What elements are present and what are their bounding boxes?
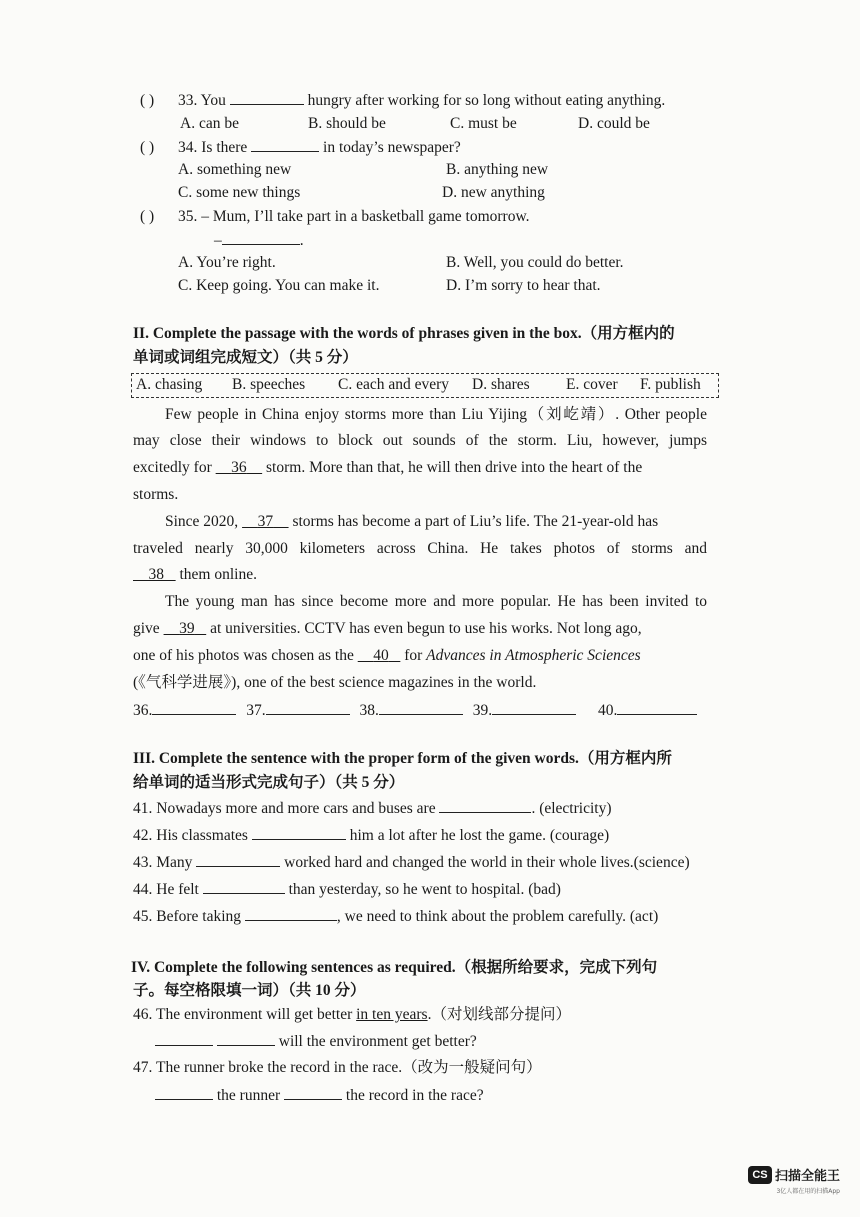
answer-blank[interactable] <box>284 1085 342 1100</box>
passage-line: storms. <box>133 486 179 503</box>
camscanner-logo-icon: CS <box>748 1166 772 1184</box>
passage-line: traveled nearly 30,000 kilometers across China. He takes photos of storms and <box>133 540 707 557</box>
passage-line: Few people in China enjoy storms more than Liu Yijing（刘屹靖）. Other people <box>165 406 707 423</box>
passage-line: (《气科学进展》), one of the best science magazines in the world. <box>133 674 537 691</box>
answer-bracket: ( ) <box>140 139 155 156</box>
word-option: A. chasing <box>136 376 203 393</box>
option-b: B. Well, you could do better. <box>446 254 624 271</box>
question-33: ( ) 33. You hungry after working for so long without eating anything. <box>140 92 666 109</box>
option-a: A. You’re right. <box>178 254 276 271</box>
option-d: D. could be <box>578 115 650 132</box>
word-option: C. each and every <box>338 376 450 393</box>
watermark-tagline: 3亿人都在用的扫描App <box>776 1188 840 1195</box>
question-47: 47. The runner broke the record in the race.（改为一般疑问句） <box>133 1059 542 1076</box>
option-d: D. I’m sorry to hear that. <box>446 277 601 294</box>
answer-blank[interactable] <box>251 137 319 152</box>
word-option: D. shares <box>472 376 530 393</box>
passage-line: excitedly for 36 storm. More than that, he will then drive into the heart of the <box>133 459 643 476</box>
answer-blank[interactable] <box>155 1031 213 1046</box>
answer-blank[interactable] <box>245 906 337 921</box>
answer-blank[interactable] <box>217 1031 275 1046</box>
question-41: 41. Nowadays more and more cars and buses are . (electricity) <box>133 800 612 817</box>
passage-line: The young man has since become more and more popular. He has been invited to <box>165 593 707 610</box>
section-3-heading: III. Complete the sentence with the proper form of the given words.（用方框内所 <box>133 750 672 767</box>
blank-36[interactable]: 36 <box>231 459 247 476</box>
answer-blank[interactable] <box>155 1085 213 1100</box>
question-45: 45. Before taking , we need to think about the problem carefully. (act) <box>133 908 659 925</box>
question-46: 46. The environment will get better in ten years.（对划线部分提问） <box>133 1006 571 1023</box>
word-option: F. publish <box>640 376 701 393</box>
reply-blank-line: – . <box>214 232 304 249</box>
passage-line: 38 them online. <box>133 565 257 585</box>
question-44: 44. He felt than yesterday, so he went to hospital. (bad) <box>133 881 561 898</box>
option-c: C. some new things <box>178 184 301 201</box>
answer-blank[interactable] <box>203 879 285 894</box>
question-35: ( ) 35. – Mum, I’ll take part in a basketball game tomorrow. <box>140 208 530 225</box>
scanner-watermark <box>748 1165 840 1195</box>
word-option: B. speeches <box>232 376 306 393</box>
passage-line: Since 2020, 37 storms has become a part of Liu’s life. The 21-year-old has <box>165 513 659 530</box>
option-a: A. can be <box>180 115 239 132</box>
option-d: D. new anything <box>442 184 545 201</box>
question-47-answer: the runner the record in the race? <box>155 1085 484 1106</box>
option-c: C. must be <box>450 115 517 132</box>
section-2-heading: II. Complete the passage with the words of phrases given in the box.（用方框内的 <box>133 325 675 342</box>
answer-bracket: ( ) <box>140 92 155 109</box>
question-42: 42. His classmates him a lot after he lost the game. (courage) <box>133 827 610 844</box>
answer-blank[interactable] <box>439 798 531 813</box>
answer-blank[interactable] <box>152 700 236 715</box>
blank-37[interactable]: 37 <box>257 513 274 530</box>
section-2-heading-cont: 单词或词组完成短文）（共 5 分） <box>133 349 358 366</box>
answer-blank[interactable] <box>230 90 304 105</box>
passage-line: one of his photos was chosen as the 40 for Advances in Atmospheric Sciences <box>133 647 641 664</box>
word-box <box>131 373 719 398</box>
question-43: 43. Many worked hard and changed the world in their whole lives.(science) <box>133 854 690 871</box>
option-a: A. something new <box>178 161 292 178</box>
answer-blank[interactable] <box>252 825 346 840</box>
passage-line: give 39 at universities. CCTV has even begun to use his works. Not long ago, <box>133 620 642 637</box>
blank-40[interactable]: 40 <box>373 647 389 664</box>
answer-blank[interactable] <box>617 700 697 715</box>
question-34: ( ) 34. Is there in today’s newspaper? <box>140 139 461 156</box>
watermark-brand: 扫描全能王 <box>774 1169 840 1184</box>
answer-blank[interactable] <box>266 700 350 715</box>
option-b: B. should be <box>308 115 386 132</box>
answer-bracket: ( ) <box>140 208 155 225</box>
answer-blank[interactable] <box>379 700 463 715</box>
option-b: B. anything new <box>446 161 549 178</box>
answer-blank[interactable] <box>492 700 576 715</box>
passage-line: may close their windows to block out sounds of the storm. Liu, however, jumps <box>133 432 707 449</box>
question-46-answer: will the environment get better? <box>155 1031 477 1052</box>
answer-blank[interactable] <box>196 852 280 867</box>
section-4-heading-cont: 子。每空格限填一词）（共 10 分） <box>133 982 366 999</box>
answer-row: 36. 37. 38. 39. 40. <box>133 700 697 721</box>
blank-38[interactable]: 38 <box>148 566 164 583</box>
section-3-heading-cont: 给单词的适当形式完成句子）（共 5 分） <box>133 774 405 791</box>
answer-blank[interactable] <box>222 230 300 245</box>
option-c: C. Keep going. You can make it. <box>178 277 380 294</box>
section-4-heading: IV. Complete the following sentences as required.（根据所给要求，完成下列句 <box>131 959 658 976</box>
blank-39[interactable]: 39 <box>179 620 195 637</box>
word-option: E. cover <box>566 376 618 393</box>
